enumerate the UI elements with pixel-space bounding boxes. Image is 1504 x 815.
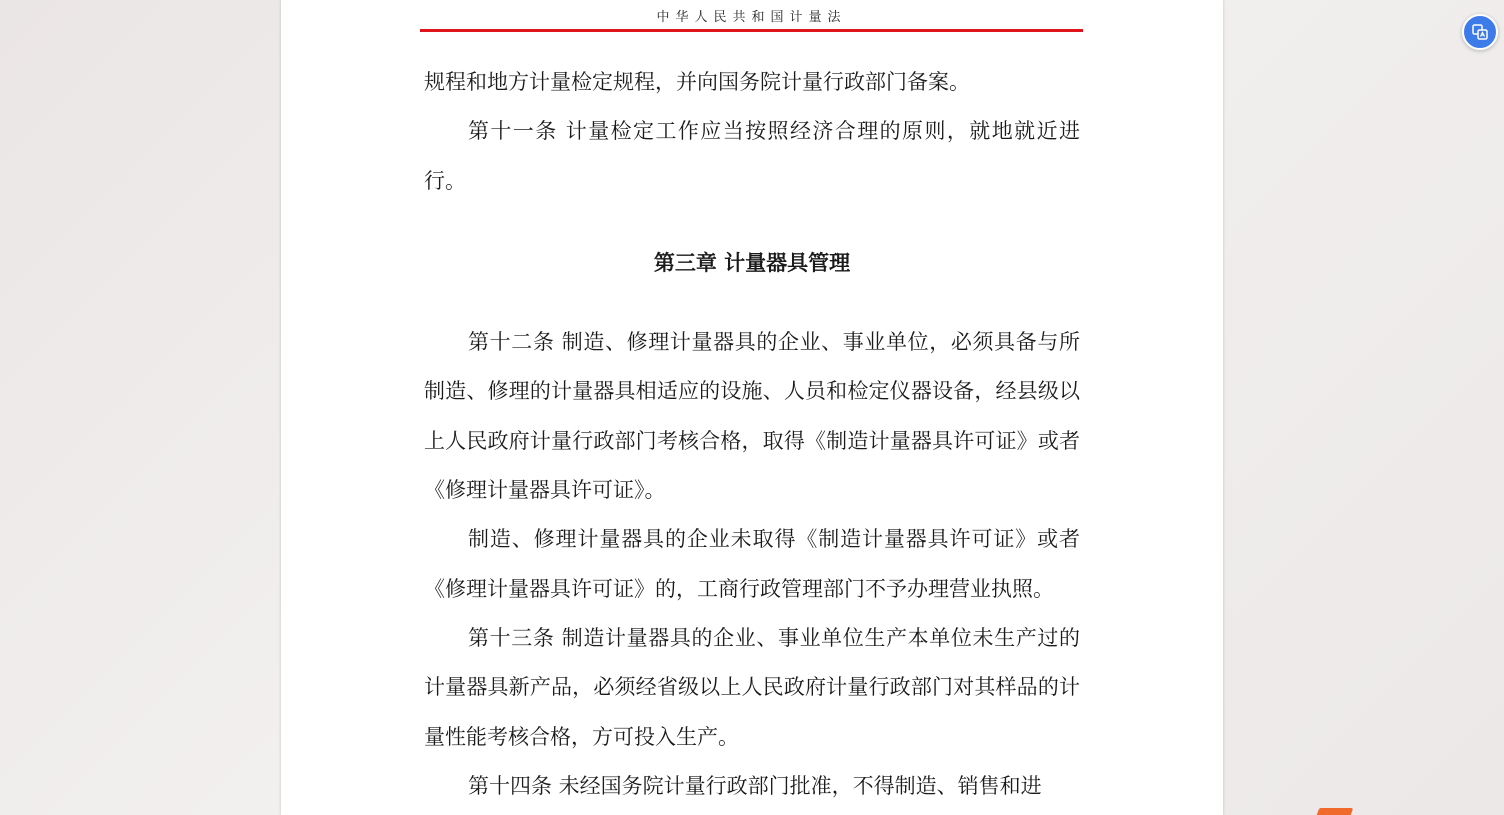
header-rule — [420, 29, 1083, 32]
chapter-title: 第三章 计量器具管理 — [653, 249, 851, 275]
corner-tab-icon[interactable] — [1317, 808, 1354, 815]
paragraph-continuation: 规程和地方计量检定规程，并向国务院计量行政部门备案。 — [424, 70, 970, 94]
paragraph-article-11: 第十一条 计量检定工作应当按照经济合理的原则，就地就近进行。 — [424, 119, 1080, 193]
paragraph-article-12-clause: 制造、修理计量器具的企业未取得《制造计量器具许可证》或者《修理计量器具许可证》的，工商行政管理部门不予办理营业执照。 — [424, 527, 1080, 601]
running-header: 中华人民共和国计量法 — [656, 10, 847, 25]
floating-translate-button[interactable] — [1462, 14, 1498, 50]
document-page — [281, 0, 1223, 815]
paragraph-article-12: 第十二条 制造、修理计量器具的企业、事业单位，必须具备与所制造、修理的计量器具相适应的设施、人员和检定仪器设备，经县级以上人民政府计量行政部门考核合格，取得《制造计量器具许可证》或者《修理计量器具许可证》。 — [424, 330, 1080, 503]
paragraph-article-13: 第十三条 制造计量器具的企业、事业单位生产本单位未生产过的计量器具新产品，必须经省级以上人民政府计量行政部门对其样品的计量性能考核合格，方可投入生产。 — [424, 625, 1080, 749]
paragraph-article-14: 第十四条 未经国务院计量行政部门批准，不得制造、销售和进 — [468, 773, 1042, 798]
translate-icon — [1472, 24, 1488, 40]
document-body — [424, 58, 1080, 811]
